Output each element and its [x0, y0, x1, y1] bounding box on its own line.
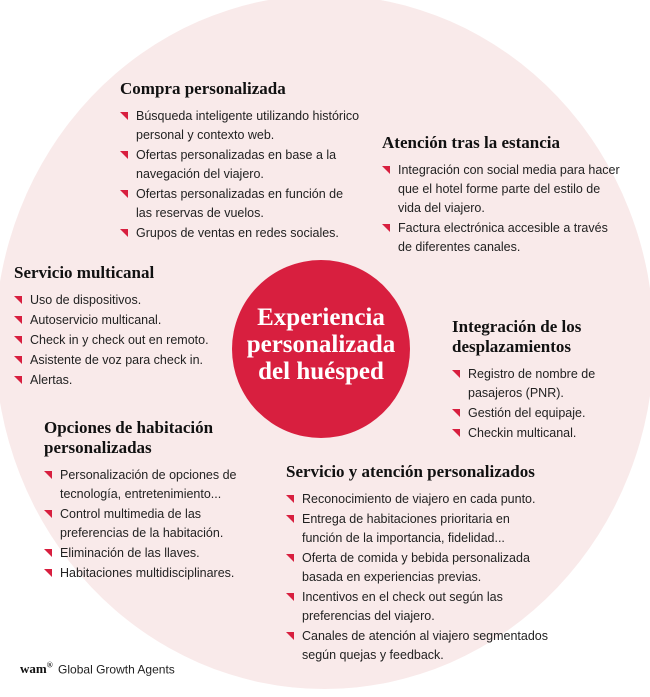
- bullet-icon: [120, 229, 128, 237]
- section-atencion-tras-estancia: [382, 133, 622, 258]
- list-item: Autoservicio multicanal.: [14, 311, 229, 330]
- section-title: Opciones de habitación personalizadas: [44, 418, 214, 457]
- center-title-line1: Experiencia: [257, 303, 385, 331]
- list-item: Gestión del equipaje.: [452, 404, 617, 423]
- list-item: Check in y check out en remoto.: [14, 331, 229, 350]
- bullet-icon: [14, 316, 22, 324]
- bullet-icon: [452, 409, 460, 417]
- section-servicio-multicanal: [14, 263, 229, 391]
- list-item: Ofertas personalizadas en función de las reservas de vuelos.: [120, 185, 360, 223]
- list-item: Integración con social media para hacer que el hotel forme parte del estilo de vida del viajero.: [382, 161, 622, 218]
- section-compra-personalizada: [120, 79, 360, 244]
- section-title: Servicio multicanal: [14, 263, 155, 282]
- bullet-icon: [382, 224, 390, 232]
- list-item: Ofertas personalizadas en base a la navegación del viajero.: [120, 146, 360, 184]
- bullet-icon: [44, 569, 52, 577]
- list-item: Factura electrónica accesible a través de diferentes canales.: [382, 219, 622, 257]
- bullet-icon: [286, 554, 294, 562]
- bullet-icon: [44, 549, 52, 557]
- brand-tagline: Global Growth Agents: [58, 662, 175, 677]
- list-item: Habitaciones multidisciplinares.: [44, 564, 264, 583]
- bullet-icon: [286, 593, 294, 601]
- bullet-icon: [14, 296, 22, 304]
- list-item: Asistente de voz para check in.: [14, 351, 229, 370]
- section-title: Integración de los desplazamientos: [452, 317, 582, 356]
- section-servicio-atencion: [286, 462, 551, 666]
- brand-logo: wam®: [20, 661, 53, 677]
- center-circle: [232, 260, 410, 438]
- bullet-icon: [14, 336, 22, 344]
- list-item: Oferta de comida y bebida personalizada basada en experiencias previas.: [286, 549, 551, 587]
- bullet-icon: [452, 370, 460, 378]
- bullet-icon: [382, 166, 390, 174]
- list-item: Personalización de opciones de tecnología, entretenimiento...: [44, 466, 264, 504]
- footer: [20, 661, 175, 677]
- list-item: Alertas.: [14, 371, 229, 390]
- section-title: Atención tras la estancia: [382, 133, 561, 152]
- list-item: Reconocimiento de viajero en cada punto.: [286, 490, 551, 509]
- list-item: Control multimedia de las preferencias de la habitación.: [44, 505, 264, 543]
- center-title-line2: personalizada: [246, 330, 396, 358]
- list-item: Uso de dispositivos.: [14, 291, 229, 310]
- bullet-icon: [120, 151, 128, 159]
- list-item: Entrega de habitaciones prioritaria en función de la importancia, fidelidad...: [286, 510, 551, 548]
- section-opciones-habitacion: [44, 418, 264, 584]
- bullet-icon: [120, 112, 128, 120]
- list-item: Incentivos en el check out según las preferencias del viajero.: [286, 588, 551, 626]
- bullet-icon: [14, 356, 22, 364]
- list-item: Canales de atención al viajero segmentados según quejas y feedback.: [286, 627, 551, 665]
- bullet-icon: [286, 515, 294, 523]
- bullet-icon: [44, 510, 52, 518]
- list-item: Grupos de ventas en redes sociales.: [120, 224, 360, 243]
- list-item: Registro de nombre de pasajeros (PNR).: [452, 365, 617, 403]
- bullet-icon: [286, 495, 294, 503]
- section-title: Compra personalizada: [120, 79, 286, 98]
- bullet-icon: [120, 190, 128, 198]
- list-item: Eliminación de las llaves.: [44, 544, 264, 563]
- center-title: [247, 304, 396, 385]
- bullet-icon: [286, 632, 294, 640]
- bullet-icon: [14, 376, 22, 384]
- section-integracion-desplazamientos: [452, 317, 617, 444]
- list-item: Búsqueda inteligente utilizando histórico personal y contexto web.: [120, 107, 360, 145]
- section-title: Servicio y atención personalizados: [286, 462, 535, 481]
- list-item: Checkin multicanal.: [452, 424, 617, 443]
- bullet-icon: [452, 429, 460, 437]
- bullet-icon: [44, 471, 52, 479]
- center-title-line3: del huésped: [258, 357, 384, 385]
